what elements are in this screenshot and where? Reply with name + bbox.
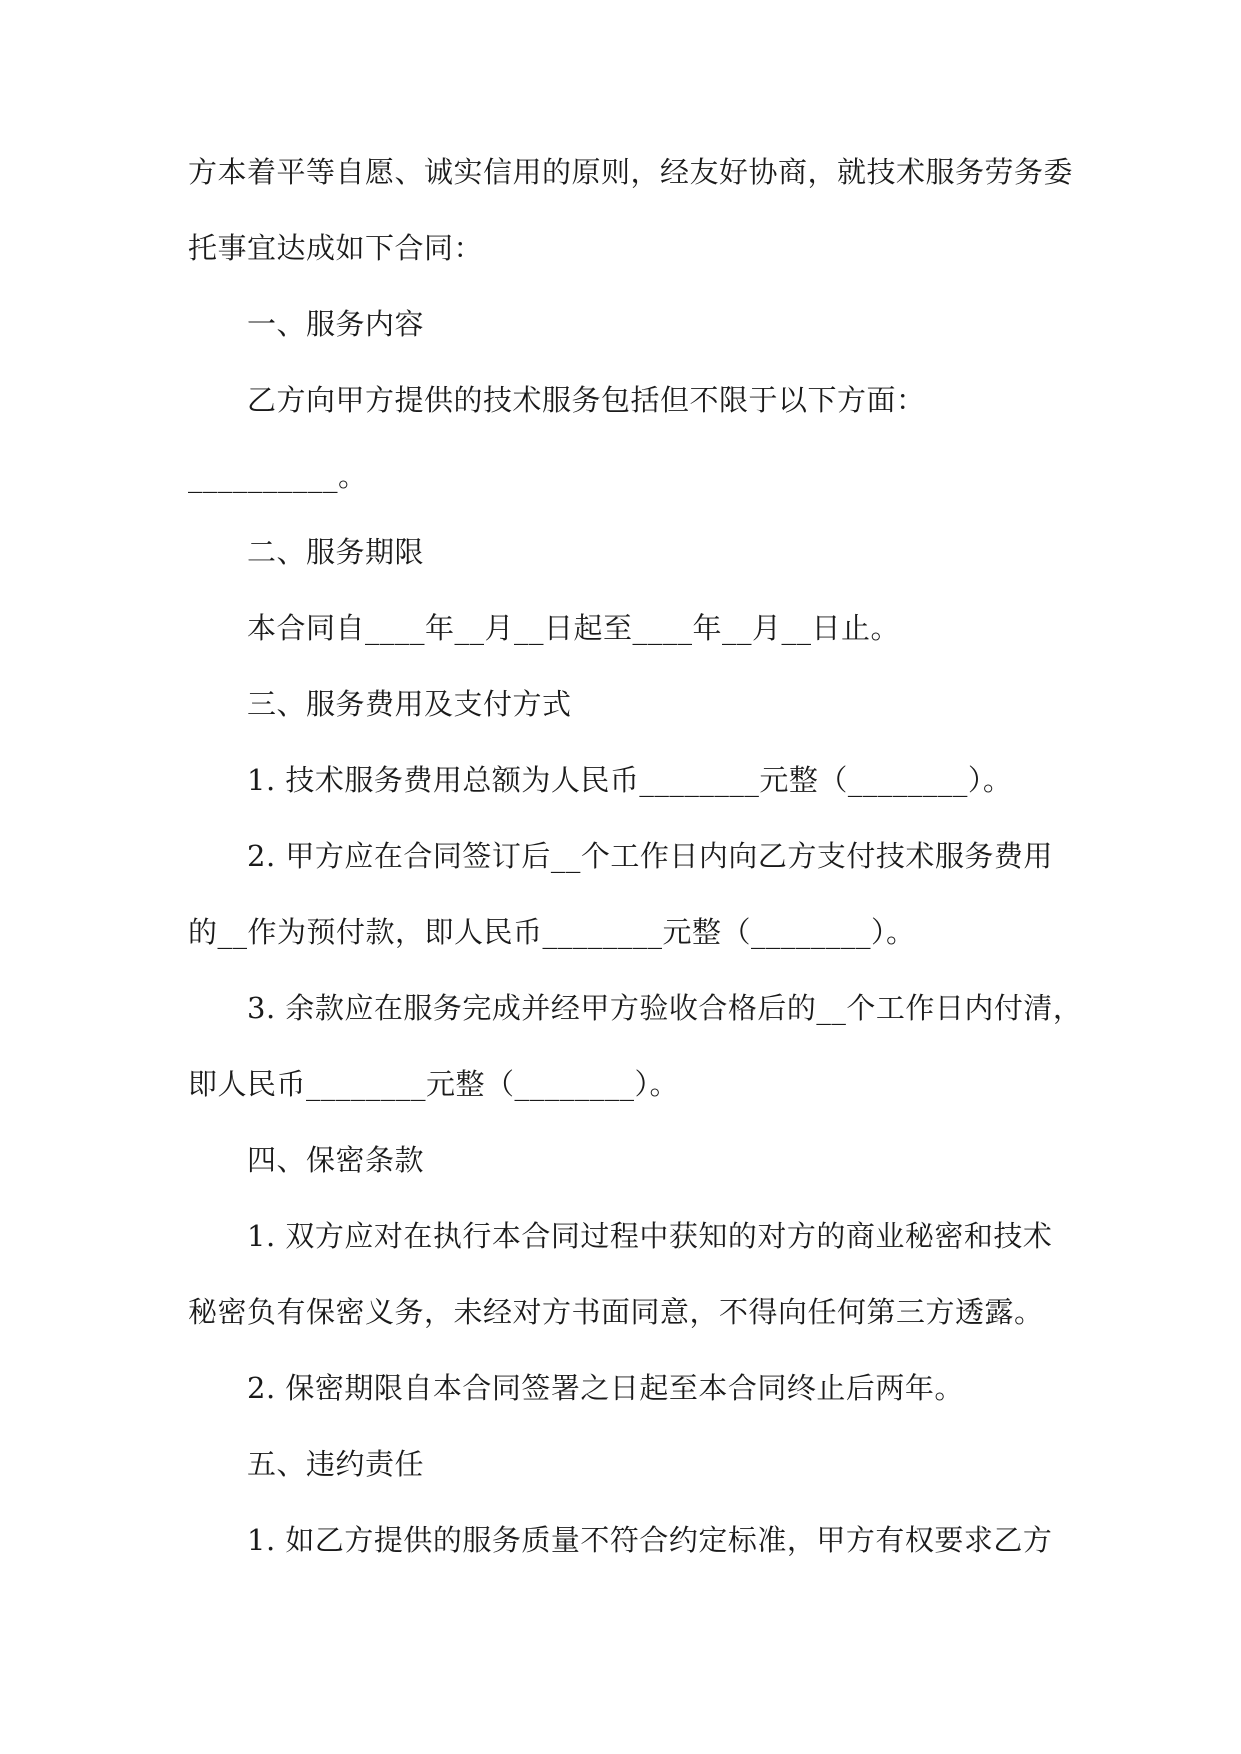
text-line-7: 本合同自____年__月__日起至____年__月__日止。 <box>247 611 901 645</box>
text-line-1: 方本着平等自愿、诚实信用的原则，经友好协商，就技术服务劳务委 <box>188 155 1074 189</box>
clause-4-1: 1. 双方应对在执行本合同过程中获知的对方的商业秘密和技术 <box>247 1219 1053 1253</box>
section-heading-breach: 五、违约责任 <box>247 1447 425 1481</box>
text-line-4: 乙方向甲方提供的技术服务包括但不限于以下方面： <box>247 383 926 417</box>
clause-3-2-cont: 的__作为预付款，即人民币________元整（________）。 <box>188 915 916 949</box>
section-heading-confidentiality: 四、保密条款 <box>247 1143 425 1177</box>
section-heading-service-content: 一、服务内容 <box>247 307 425 341</box>
section-heading-service-fees: 三、服务费用及支付方式 <box>247 687 572 721</box>
text-line-2: 托事宜达成如下合同： <box>188 231 484 265</box>
clause-4-1-cont: 秘密负有保密义务，未经对方书面同意，不得向任何第三方透露。 <box>188 1295 1044 1329</box>
clause-3-3: 3. 余款应在服务完成并经甲方验收合格后的__个工作日内付清， <box>247 991 1083 1025</box>
text-line-5: __________。 <box>188 459 368 493</box>
clause-3-3-cont: 即人民币________元整（________）。 <box>188 1067 680 1101</box>
clause-4-2: 2. 保密期限自本合同签署之日起至本合同终止后两年。 <box>247 1371 964 1405</box>
section-heading-service-term: 二、服务期限 <box>247 535 425 569</box>
clause-3-1: 1. 技术服务费用总额为人民币________元整（________）。 <box>247 763 1013 797</box>
clause-5-1: 1. 如乙方提供的服务质量不符合约定标准，甲方有权要求乙方 <box>247 1523 1053 1557</box>
clause-3-2: 2. 甲方应在合同签订后__个工作日内向乙方支付技术服务费用 <box>247 839 1053 873</box>
